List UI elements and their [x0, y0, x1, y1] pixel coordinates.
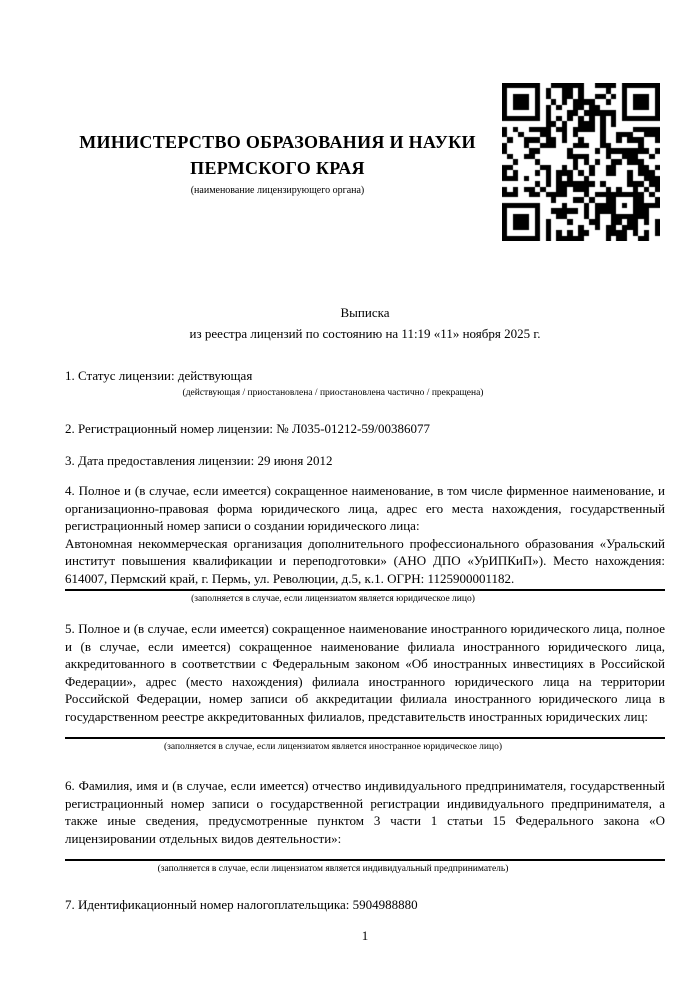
- document-title-line2: из реестра лицензий по состоянию на 11:19 «11» ноября 2025 г.: [189, 326, 541, 341]
- field-registration-number: [65, 420, 665, 438]
- field-individual-entrepreneur-caption: (заполняется в случае, если лицензиатом является индивидуальный предприниматель): [157, 864, 509, 874]
- field-license-status: [65, 367, 665, 399]
- fill-in-rule: [65, 737, 665, 739]
- field-individual-entrepreneur: [65, 777, 665, 875]
- fill-in-rule: [65, 859, 665, 861]
- qr-code: [502, 83, 660, 241]
- field-legal-entity-value: Автономная некоммерческая организация дополнительного профессионального образования «Уральский институт повышения квалификации и переподготовки» (АНО ДПО «УрИПКиП»). Место нахождения: 614007, Пермский край, г. Пермь, ул. Революции, д.5, к.1. ОГРН: 1125900001182.: [65, 535, 665, 586]
- field-legal-entity: [65, 482, 665, 605]
- field-registration-number-text: 2. Регистрационный номер лицензии: № Л035-01212-59/00386077: [65, 421, 431, 436]
- fill-in-rule: [65, 589, 665, 591]
- field-license-grant-date-text: 3. Дата предоставления лицензии: 29 июня 2012: [65, 453, 333, 468]
- document-title: [65, 302, 665, 344]
- field-foreign-legal-entity: [65, 620, 665, 753]
- field-taxpayer-id-text: 7. Идентификационный номер налогоплательщика: 5904988880: [65, 897, 418, 912]
- field-legal-entity-label: 4. Полное и (в случае, если имеется) сокращенное наименование, в том числе фирменное наименование, и организационно-правовая форма юридического лица, адрес его места нахождения, государственный регистрационный номер записи о создании юридического лица:: [65, 483, 665, 533]
- field-license-grant-date: [65, 452, 665, 470]
- field-license-status-variants-caption: (действующая / приостановлена / приостановлена частично / прекращена): [182, 387, 484, 398]
- document-title-line1: Выписка: [340, 305, 390, 320]
- field-foreign-legal-entity-label: 5. Полное и (в случае, если имеется) сокращенное наименование иностранного юридического лица, полное и (в случае, если имеется) сокращенное наименование филиала иностранного юридического лица, аккредитованного в соответствии с Федеральным законом «Об иностранных инвестициях в Российской Федерации», адрес (место нахождения) филиала иностранного юридического лица на территории Российской Федерации, номер записи об аккредитации филиала иностранного юридического лица в государственном реестре аккредитованных филиалов, представительств иностранных юридических лиц:: [65, 621, 665, 724]
- field-license-status-text: 1. Статус лицензии: действующая: [65, 368, 253, 383]
- licensing-authority-header: [65, 129, 490, 197]
- licensing-authority-caption: (наименование лицензирующего органа): [190, 185, 365, 196]
- field-taxpayer-id: [65, 896, 665, 914]
- page-number: 1: [361, 928, 369, 943]
- field-legal-entity-caption: (заполняется в случае, если лицензиатом является юридическое лицо): [191, 594, 475, 604]
- ministry-name-line1: МИНИСТЕРСТВО ОБРАЗОВАНИЯ И НАУКИ: [79, 132, 476, 152]
- field-individual-entrepreneur-label: 6. Фамилия, имя и (в случае, если имеется) отчество индивидуального предпринимателя, государственный регистрационный номер записи о государственной регистрации индивидуального предпринимателя, а также иные сведения, предусмотренные пунктом 3 части 1 статьи 15 Федерального закона «О лицензировании отдельных видов деятельности»:: [65, 778, 665, 846]
- field-foreign-legal-entity-caption: (заполняется в случае, если лицензиатом является иностранное юридическое лицо): [164, 742, 502, 752]
- ministry-name-line2: ПЕРМСКОГО КРАЯ: [190, 158, 365, 178]
